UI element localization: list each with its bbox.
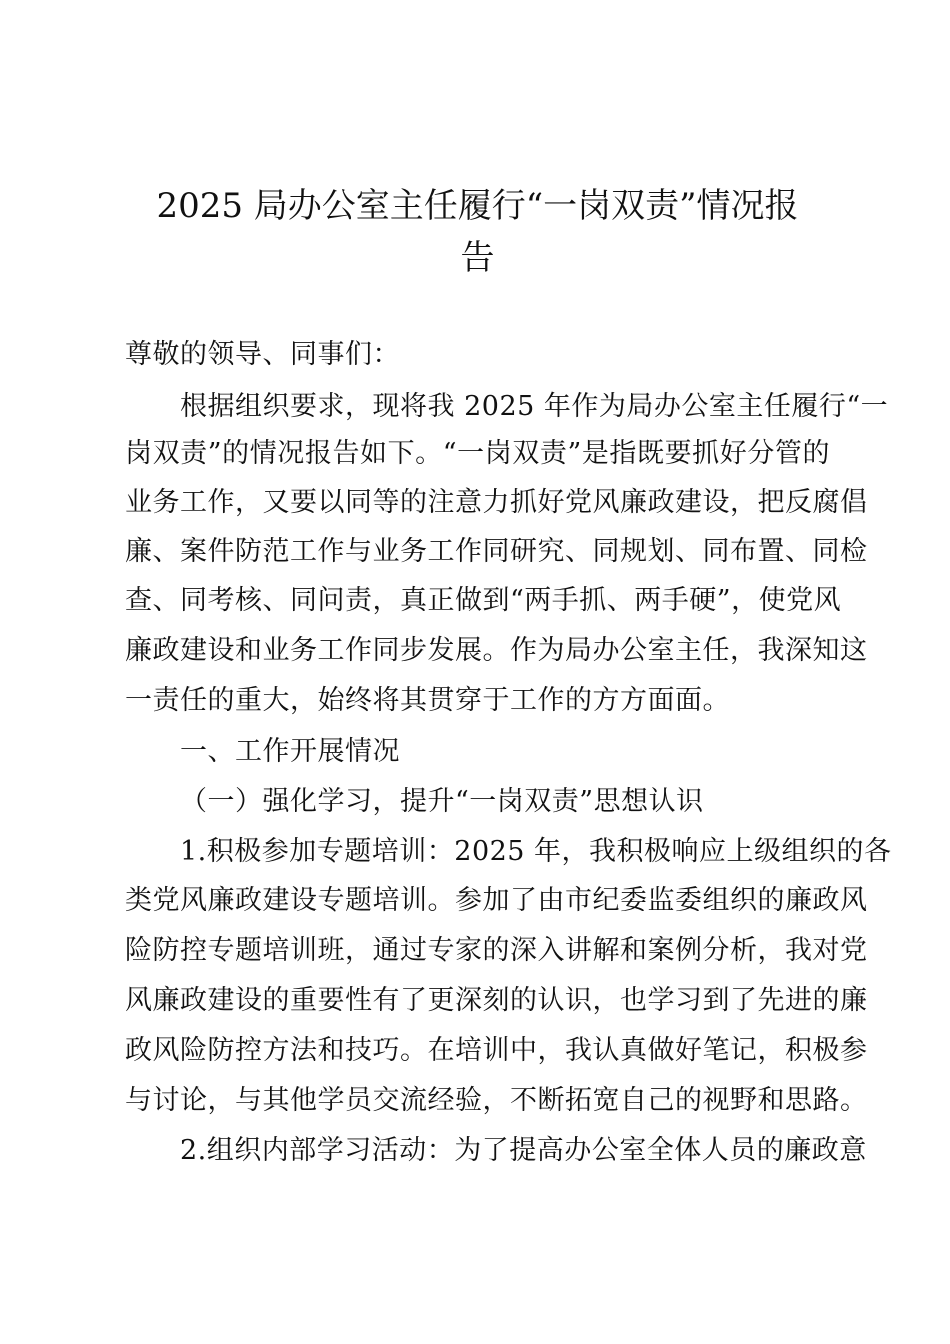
document-title-line-1: 2025 局办公室主任履行“一岗双责”情况报	[156, 186, 799, 226]
intro-line-3: 业务工作，又要以同等的注意力抓好党风廉政建设，把反腐倡	[125, 487, 868, 518]
heading-work-status: 一、工作开展情况	[180, 736, 400, 767]
item2-line-1: 2.组织内部学习活动：为了提高办公室全体人员的廉政意	[180, 1135, 867, 1166]
intro-line-7: 一责任的重大，始终将其贯穿于工作的方方面面。	[125, 685, 730, 716]
intro-line-2: 岗双责”的情况报告如下。“一岗双责”是指既要抓好分管的	[125, 438, 830, 469]
intro-line-4: 廉、案件防范工作与业务工作同研究、同规划、同布置、同检	[125, 536, 868, 567]
subheading-study: （一）强化学习，提升“一岗双责”思想认识	[180, 786, 704, 817]
salutation: 尊敬的领导、同事们：	[125, 339, 400, 370]
item1-line-5: 政风险防控方法和技巧。在培训中，我认真做好笔记，积极参	[125, 1035, 868, 1066]
item1-line-2: 类党风廉政建设专题培训。参加了由市纪委监委组织的廉政风	[125, 885, 868, 916]
item1-line-1: 1.积极参加专题培训：2025 年，我积极响应上级组织的各	[180, 836, 892, 867]
intro-line-6: 廉政建设和业务工作同步发展。作为局办公室主任，我深知这	[125, 635, 868, 666]
intro-line-5: 查、同考核、同问责，真正做到“两手抓、两手硬”，使党风	[125, 585, 842, 616]
item1-line-4: 风廉政建设的重要性有了更深刻的认识，也学习到了先进的廉	[125, 985, 868, 1016]
document-title-line-2: 告	[460, 238, 495, 278]
item1-line-3: 险防控专题培训班，通过专家的深入讲解和案例分析，我对党	[125, 935, 868, 966]
intro-line-1: 根据组织要求，现将我 2025 年作为局办公室主任履行“一	[180, 391, 889, 422]
item1-line-6: 与讨论，与其他学员交流经验，不断拓宽自己的视野和思路。	[125, 1085, 868, 1116]
